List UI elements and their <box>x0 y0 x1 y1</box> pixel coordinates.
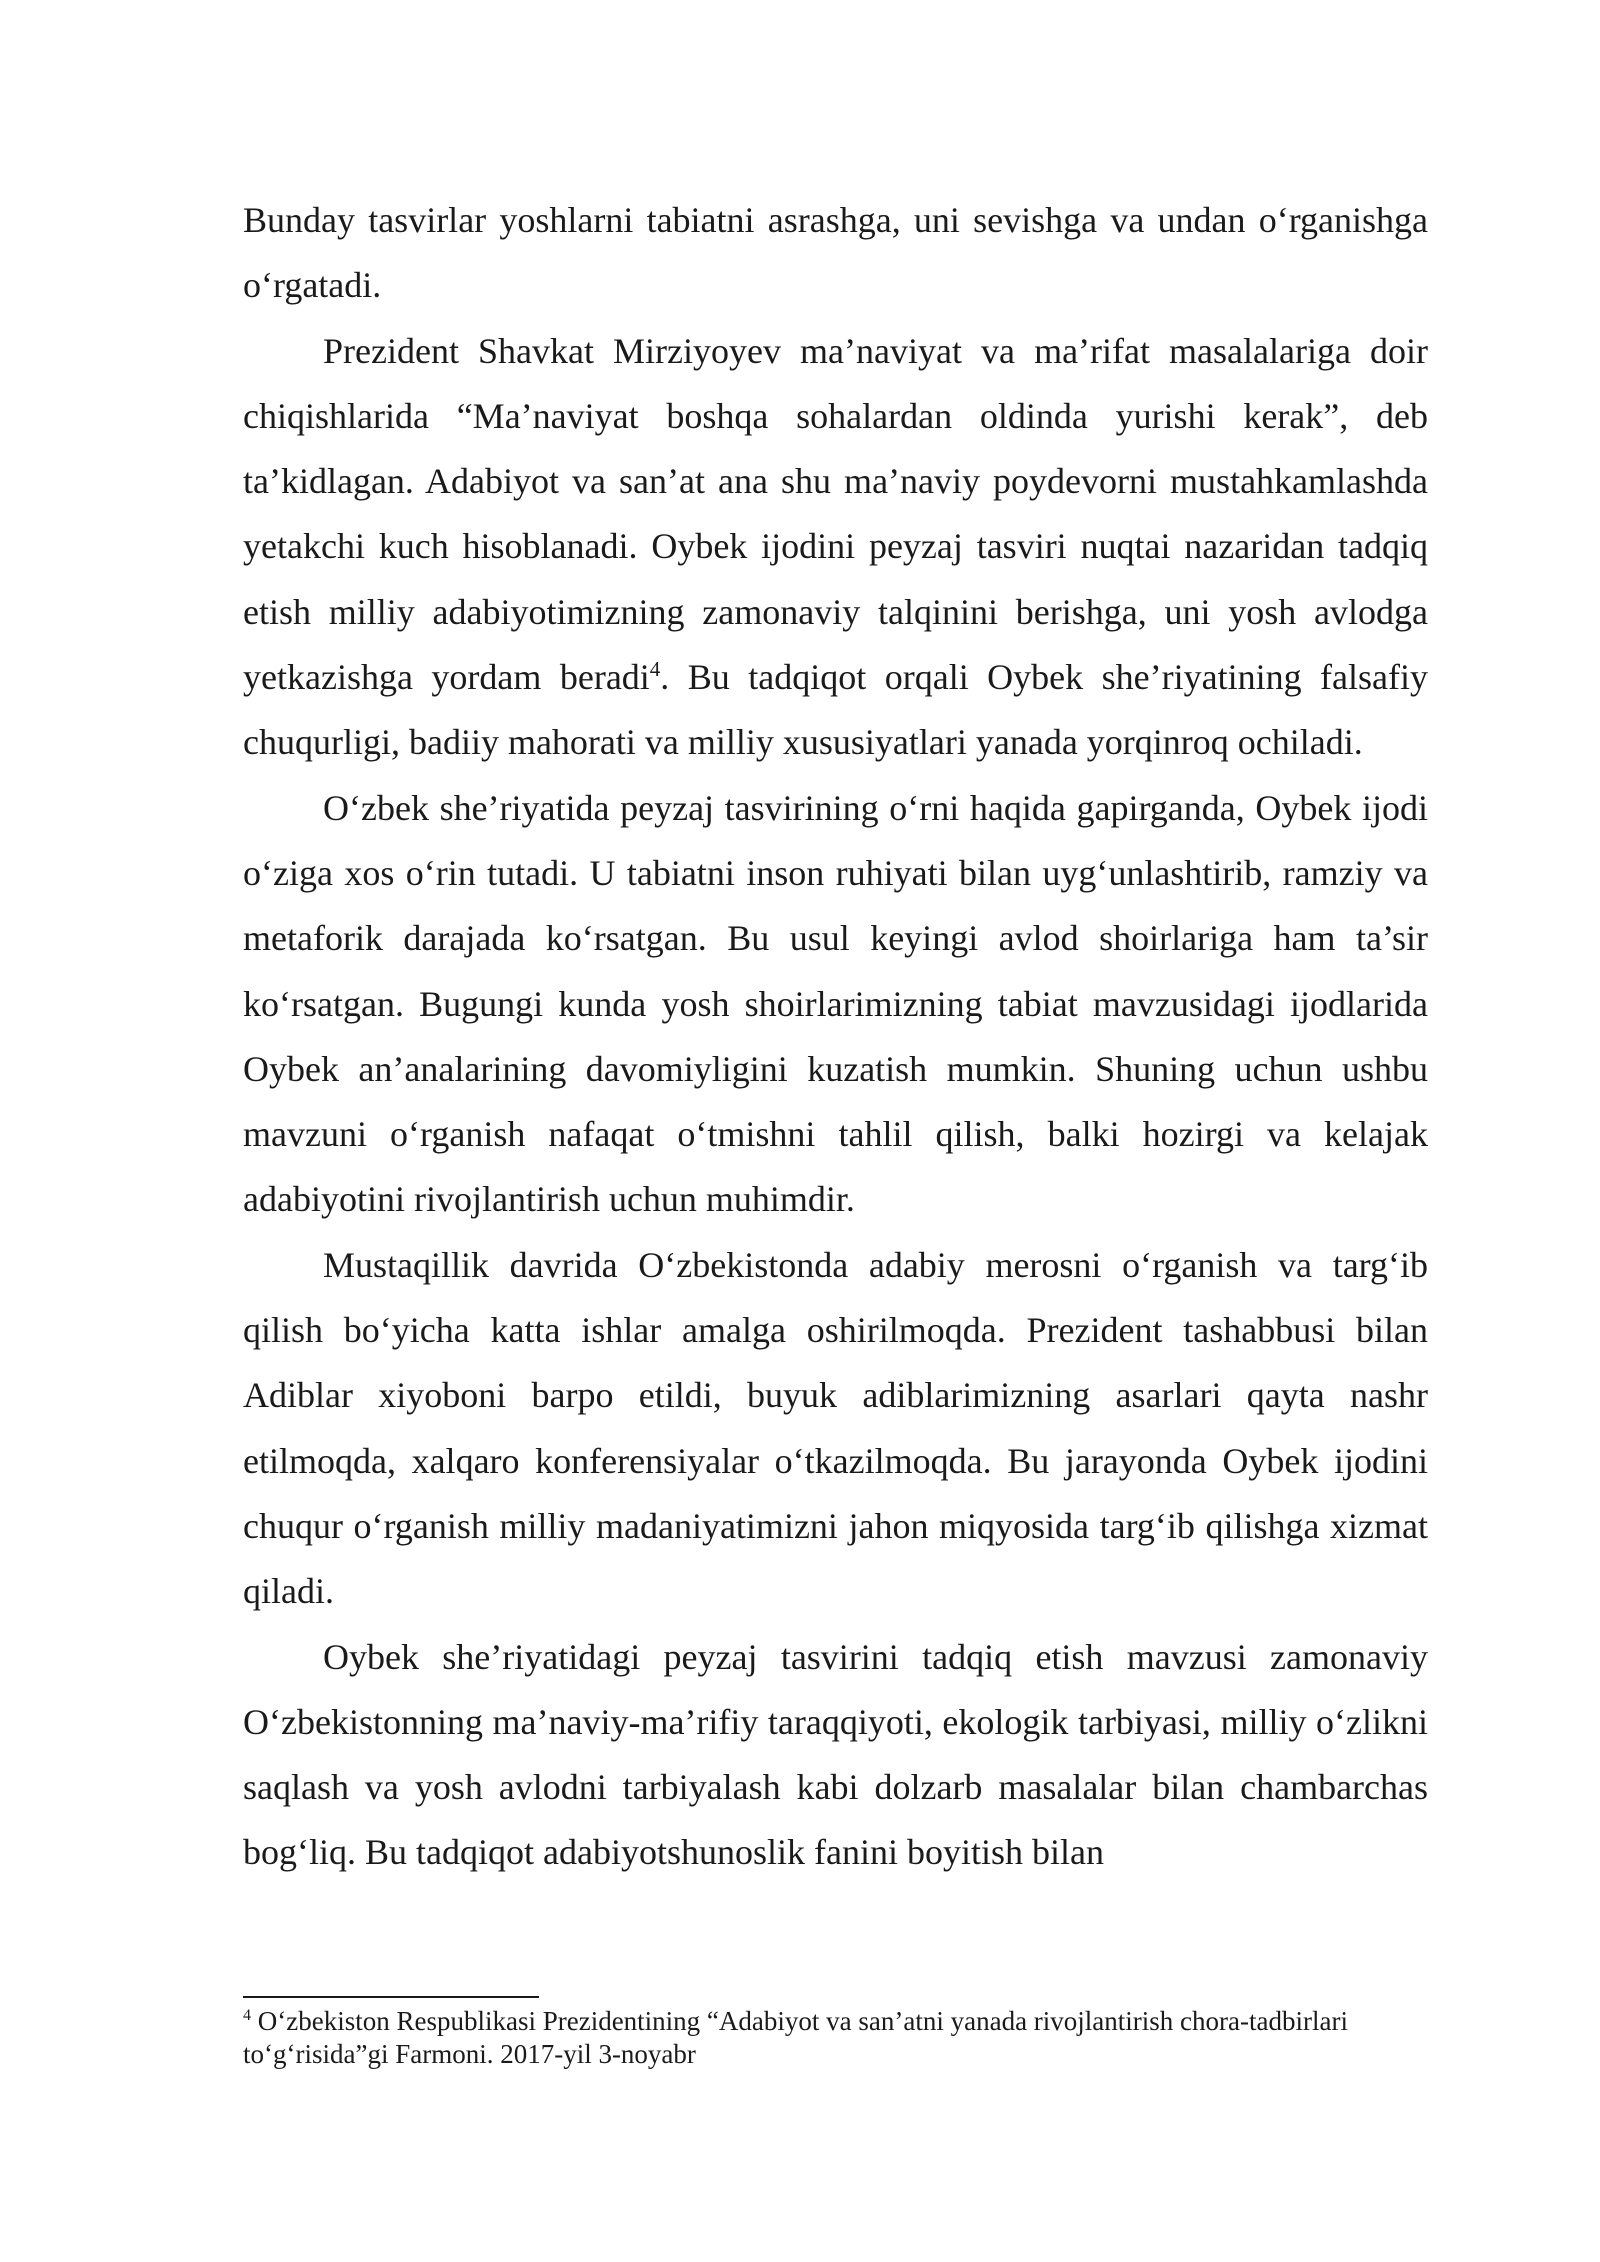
paragraph-3: O‘zbek she’riyatida peyzaj tasvirining o‘rni haqida gapirganda, Oybek ijodi o‘ziga xos o‘rin tutadi. U tabiatni inson ruhiyati bilan uyg‘unlashtirib, ramziy va metaforik darajada ko‘rsatgan. Bu usul keyingi avlod shoirlariga ham ta’sir ko‘rsatgan. Bugungi kunda yosh shoirlarimizning tabiat mavzusidagi ijodlarida Oybek an’analarining davomiyligini kuzatish mumkin. Shuning uchun ushbu mavzuni o‘rganish nafaqat o‘tmishni tahlil qilish, balki hozirgi va kelajak adabiyotini rivojlantirish uchun muhimdir. <box>243 787 1428 1220</box>
footnote-marker: 4 <box>243 2007 251 2024</box>
paragraph-2 <box>243 319 1428 776</box>
paragraph-4: Mustaqillik davrida O‘zbekistonda adabiy merosni o‘rganish va targ‘ib qilish bo‘yicha katta ishlar amalga oshirilmoqda. Prezident tashabbusi bilan Adiblar xiyoboni barpo etildi, buyuk adiblarimizning asarlari qayta nashr etilmoqda, xalqaro konferensiyalar o‘tkazilmoqda. Bu jarayonda Oybek ijodini chuqur o‘rganish milliy madaniyatimizni jahon miqyosida targ‘ib qilishga xizmat qiladi. <box>243 1244 1428 1612</box>
page-body <box>243 188 1428 1886</box>
paragraph-5: Oybek she’riyatidagi peyzaj tasvirini tadqiq etish mavzusi zamonaviy O‘zbekistonning ma’naviy-ma’rifiy taraqqiyoti, ekologik tarbiyasi, milliy o‘zlikni saqlash va yosh avlodni tarbiyalash kabi dolzarb masalalar bilan chambarchas bog‘liq. Bu tadqiqot adabiyotshunoslik fanini boyitish bilan <box>243 1636 1428 1873</box>
paragraph-1: Bunday tasvirlar yoshlarni tabiatni asrashga, uni sevishga va undan o‘rganishga o‘rgatadi. <box>243 200 1428 306</box>
footnote-text: O‘zbekiston Respublikasi Prezidentining “Adabiyot va san’atni yanada rivojlantirish chora-tadbirlari to‘g‘risida”gi Farmoni. 2017-yil 3-noyabr <box>243 2006 1348 2069</box>
footnote-separator <box>243 1996 539 1998</box>
paragraph-2-text-b: . Bu tadqiqot orqali Oybek she’riyatining falsafiy chuqurligi, badiiy mahorati va milliy xususiyatlari yanada yorqinroq ochiladi. <box>243 657 1428 763</box>
footnote-reference-4[interactable]: 4 <box>649 657 661 682</box>
paragraph-2-text-a: Prezident Shavkat Mirziyoyev ma’naviyat va ma’rifat masalalariga doir chiqishlarida “Ma’naviyat boshqa sohalardan oldinda yurishi kerak”, deb ta’kidlagan. Adabiyot va san’at ana shu ma’naviy poydevorni mustahkamlashda yetakchi kuch hisoblanadi. Oybek ijodini peyzaj tasviri nuqtai nazaridan tadqiq etish milliy adabiyotimizning zamonaviy talqinini berishga, uni yosh avlodga yetkazishga yordam beradi <box>243 330 1428 698</box>
footnote-4 <box>243 2005 1363 2071</box>
